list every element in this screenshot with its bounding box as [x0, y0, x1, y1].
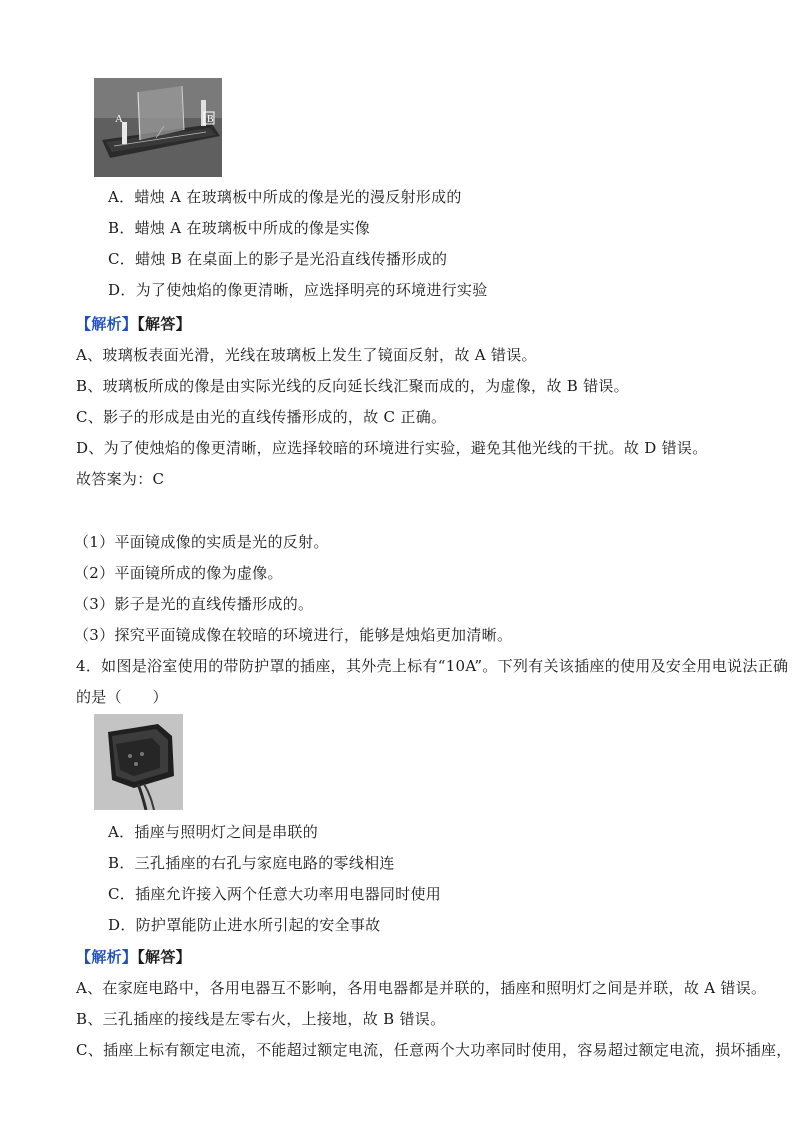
- q3-note: （3）探究平面镜成像在较暗的环境进行，能够是烛焰更加清晰。: [74, 626, 513, 644]
- candle-a-label: A: [115, 113, 123, 125]
- q4-analysis-tag-open: 【: [76, 948, 92, 966]
- q4-stem-line-1: 4．如图是浴室使用的带防护罩的插座，其外壳上标有“10A”。下列有关该插座的使用及安全用电说法正确: [76, 657, 789, 675]
- q4-answer-label: 【解答】: [137, 948, 191, 966]
- protected-socket-photo: [94, 714, 183, 810]
- q3-option-b: B．蜡烛 A 在玻璃板中所成的像是实像: [108, 219, 371, 237]
- q4-analysis-tag-word: 解析: [91, 948, 122, 966]
- q4-option-b: B．三孔插座的右孔与家庭电路的零线相连: [108, 854, 395, 872]
- q3-analysis-tag-open: 【: [76, 315, 92, 333]
- mirror-experiment-photo: [94, 78, 222, 177]
- q4-analysis-line: A、在家庭电路中，各用电器互不影响，各用电器都是并联的，插座和照明灯之间是并联，故 A 错误。: [76, 979, 767, 997]
- q4-option-c: C．插座允许接入两个任意大功率用电器同时使用: [108, 885, 442, 903]
- q4-option-d: D．防护罩能防止进水所引起的安全事故: [108, 916, 381, 934]
- mirror-experiment-illustration: [94, 78, 222, 177]
- q3-option-a: A．蜡烛 A 在玻璃板中所成的像是光的漫反射形成的: [108, 188, 462, 206]
- q4-option-a: A．插座与照明灯之间是串联的: [108, 823, 319, 841]
- q4-analysis-line: C、插座上标有额定电流，不能超过额定电流，任意两个大功率同时使用，容易超过额定电流，损坏插座，: [76, 1041, 792, 1059]
- q3-analysis-tag-close: 】: [121, 315, 138, 333]
- q4-stem-line-2: 的是（ ）: [76, 688, 168, 706]
- q4-analysis-tag: [76, 947, 191, 967]
- q3-answer-label: 【解答】: [137, 315, 191, 333]
- q3-note: （2）平面镜所成的像为虚像。: [74, 564, 283, 582]
- q3-analysis-line: D、为了使烛焰的像更清晰，应选择较暗的环境进行实验，避免其他光线的干扰。故 D 错误。: [76, 439, 708, 457]
- q3-analysis-tag-word: 解析: [91, 315, 122, 333]
- q3-note: （1）平面镜成像的实质是光的反射。: [74, 533, 329, 551]
- q3-option-c: C．蜡烛 B 在桌面上的影子是光沿直线传播形成的: [108, 250, 448, 268]
- q3-analysis-line: B、玻璃板所成的像是由实际光线的反向延长线汇聚而成的，为虚像，故 B 错误。: [76, 377, 629, 395]
- q3-analysis-line: A、玻璃板表面光滑，光线在玻璃板上发生了镜面反射，故 A 错误。: [76, 346, 537, 364]
- q4-analysis-tag-close: 】: [121, 948, 138, 966]
- socket-illustration: [94, 714, 183, 810]
- q4-analysis-line: B、三孔插座的接线是左零右火，上接地，故 B 错误。: [76, 1010, 446, 1028]
- q3-option-d: D．为了使烛焰的像更清晰，应选择明亮的环境进行实验: [108, 281, 488, 299]
- q3-analysis-tag: [76, 314, 191, 334]
- candle-b-label: B: [207, 114, 214, 125]
- q3-note: （3）影子是光的直线传播形成的。: [74, 595, 314, 613]
- q3-answer-line: 故答案为：C: [76, 470, 165, 488]
- q3-analysis-line: C、影子的形成是由光的直线传播形成的，故 C 正确。: [76, 408, 447, 426]
